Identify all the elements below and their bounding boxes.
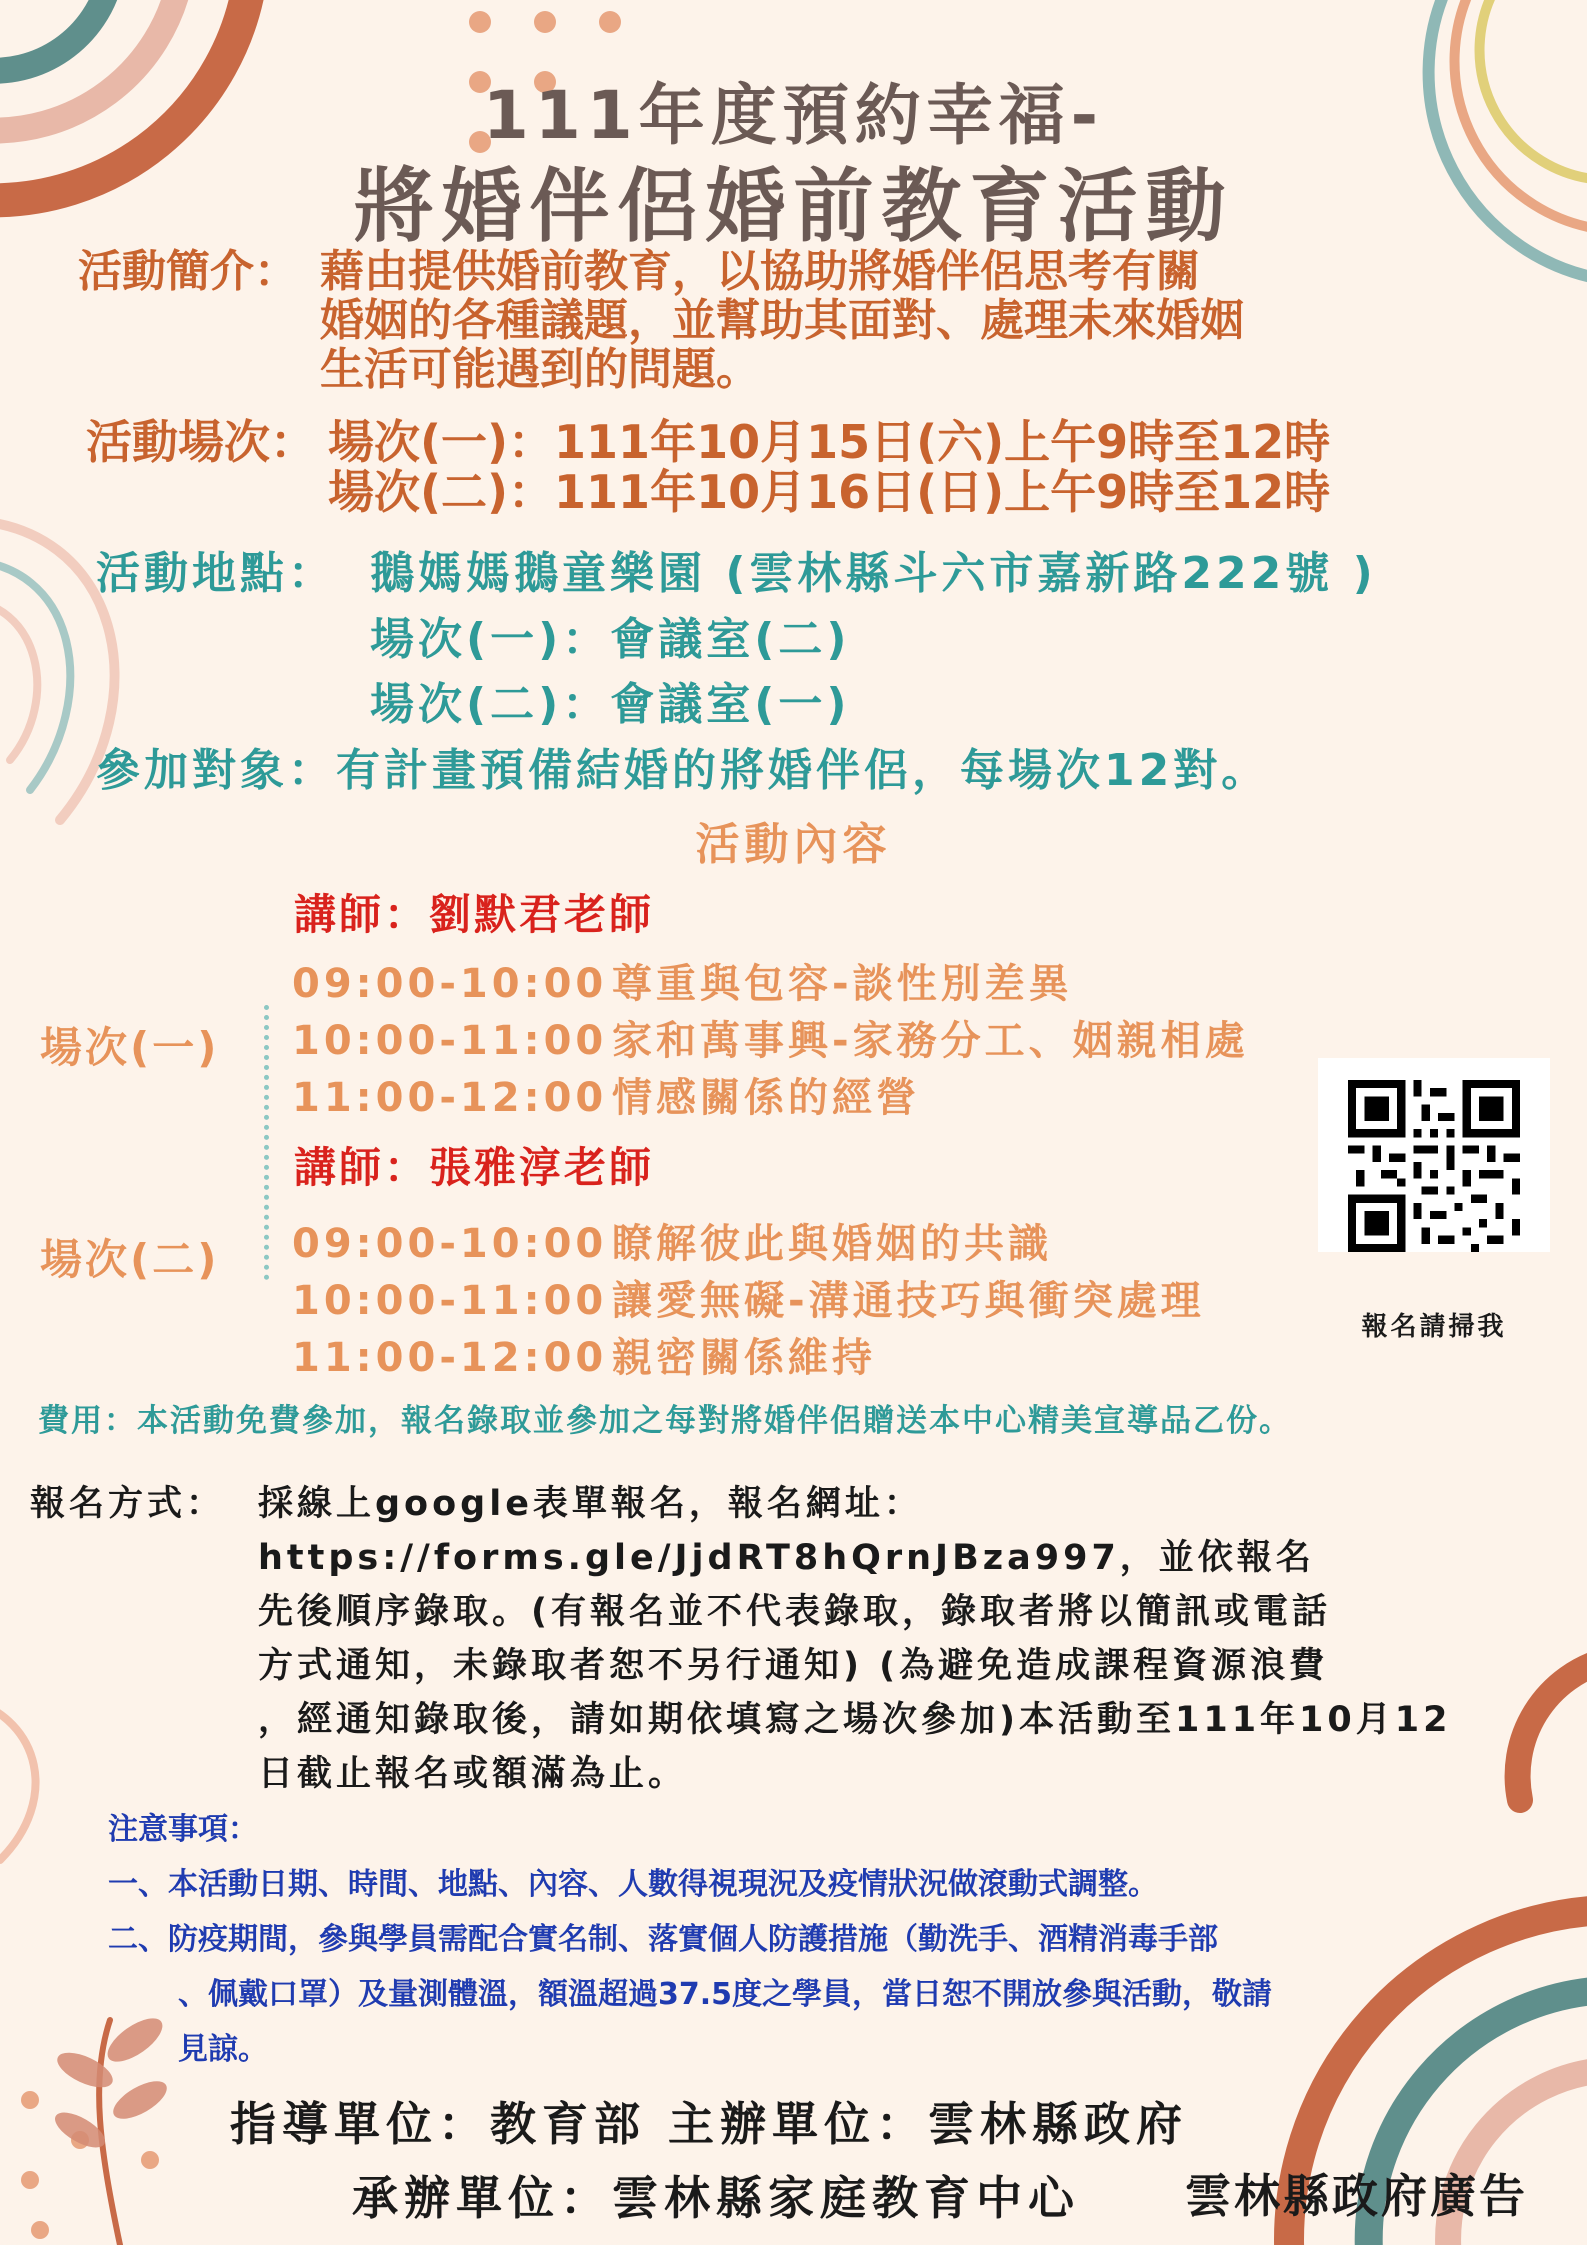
sessions-label: 活動場次：: [86, 415, 316, 469]
registration-line: 方式通知，未錄取者恕不另行通知) (為避免造成課程資源浪費: [258, 1646, 1329, 1686]
registration-url-line[interactable]: https://forms.gle/JjdRT8hQrnJBza997，並依報名: [258, 1538, 1315, 1578]
content-heading: 活動內容: [695, 819, 892, 870]
note-line: 、佩戴口罩）及量測體溫，額溫超過37.5度之學員，當日恕不開放參與活動，敬請: [178, 1977, 1273, 2012]
note-line: 見諒。: [178, 2032, 268, 2067]
venue-room2: 場次(二)：會議室(一): [370, 679, 851, 730]
footer-organizers: 指導單位：教育部 主辦單位：雲林縣政府: [230, 2097, 1189, 2151]
session-line: 場次(一)：111年10月15日(六)上午9時至12時: [328, 415, 1331, 469]
schedule-row: 09:00-10:00 瞭解彼此與婚姻的共識: [292, 1221, 1052, 1267]
schedule-row: 11:00-12:00 情感關係的經營: [292, 1075, 920, 1121]
registration-line: 日截止報名或額滿為止。: [258, 1754, 688, 1794]
title-line2: 將婚伴侶婚前教育活動: [353, 160, 1234, 253]
venue-main: 鵝媽媽鵝童樂園 (雲林縣斗六市嘉新路222號 ): [370, 548, 1377, 599]
registration-line: 採線上google表單報名，報名網址：: [258, 1484, 923, 1524]
title-line1: 111年度預約幸福-: [482, 77, 1105, 154]
intro-line: 生活可能遇到的問題。: [320, 344, 760, 395]
session-line: 場次(二)：111年10月16日(日)上午9時至12時: [328, 465, 1331, 519]
venue-label: 活動地點：: [96, 548, 336, 599]
note-line: 一、本活動日期、時間、地點、內容、人數得視現況及疫情狀況做滾動式調整。: [108, 1867, 1158, 1902]
footer-executor: 承辦單位：雲林縣家庭教育中心: [352, 2171, 1080, 2225]
registration-line: ，經通知錄取後，請如期依填寫之場次參加)本活動至111年10月12: [258, 1700, 1452, 1740]
session2-label: 場次(二): [40, 1235, 220, 1284]
schedule-row: 10:00-11:00 家和萬事興-家務分工、姻親相處: [292, 1018, 1249, 1064]
registration-line: 先後順序錄取。(有報名並不代表錄取，錄取者將以簡訊或電話: [258, 1592, 1331, 1632]
fee-text: 費用：本活動免費參加，報名錄取並參加之每對將婚伴侶贈送本中心精美宣導品乙份。: [38, 1403, 1292, 1439]
venue-room1: 場次(一)：會議室(二): [370, 614, 851, 665]
audience-text: 參加對象：有計畫預備結婚的將婚伴侶，每場次12對。: [96, 745, 1270, 796]
notes-heading: 注意事項：: [108, 1812, 258, 1847]
lecturer-2: 講師：張雅淳老師: [294, 1143, 655, 1192]
qr-caption: 報名請掃我: [1361, 1312, 1507, 1342]
session-divider-dots: [264, 1005, 275, 1280]
session1-label: 場次(一): [40, 1023, 220, 1072]
schedule-row: 10:00-11:00 讓愛無礙-溝通技巧與衝突處理: [292, 1278, 1205, 1324]
qr-code[interactable]: [1318, 1058, 1550, 1252]
intro-label: 活動簡介：: [78, 246, 298, 297]
schedule-row: 09:00-10:00 尊重與包容-談性別差異: [292, 961, 1073, 1007]
intro-line: 藉由提供婚前教育，以協助將婚伴侶思考有關: [320, 246, 1200, 297]
note-line: 二、防疫期間，參與學員需配合實名制、落實個人防護措施（勤洗手、酒精消毒手部: [108, 1922, 1218, 1957]
intro-line: 婚姻的各種議題，並幫助其面對、處理未來婚姻: [320, 295, 1244, 346]
registration-label: 報名方式：: [30, 1484, 226, 1524]
footer-ad-label: 雲林縣政府廣告: [1185, 2169, 1528, 2223]
schedule-row: 11:00-12:00 親密關係維持: [292, 1335, 876, 1381]
lecturer-1: 講師：劉默君老師: [294, 890, 655, 939]
